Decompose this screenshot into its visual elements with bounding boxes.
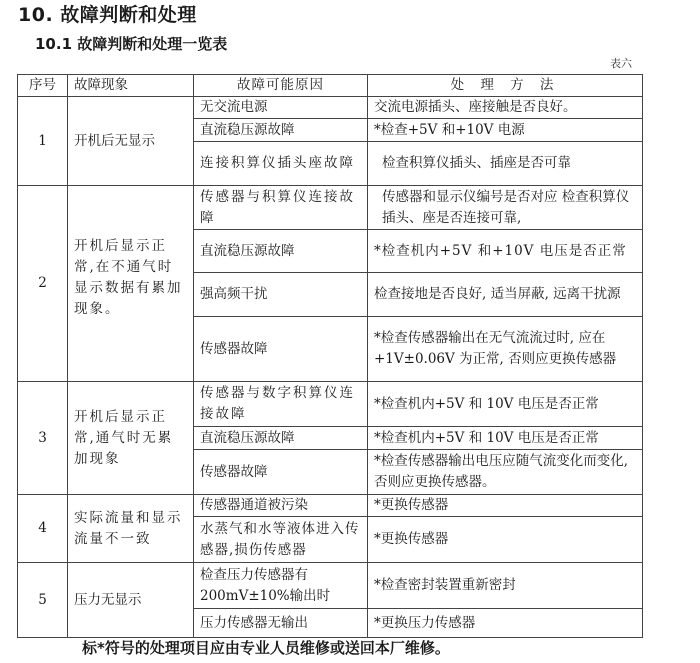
fault-solution: 交流电源插头、座接触是否良好。 [368,97,643,119]
table-caption: 表六 [610,57,632,70]
header-symptom: 故障现象 [68,75,194,97]
fault-cause: 传感器故障 [194,450,368,495]
fault-cause: 传感器通道被污染 [194,495,368,517]
fault-cause: 直流稳压源故障 [194,427,368,450]
row-number: 1 [18,97,68,186]
row-number: 2 [18,186,68,382]
header-cause: 故障可能原因 [194,75,368,97]
fault-symptom: 开机后显示正常,通气时无累加现象 [68,382,194,495]
header-solution: 处 理 方 法 [368,75,643,97]
fault-solution: 检查接地是否良好, 适当屏蔽, 远离干扰源 [368,273,643,317]
fault-cause: 无交流电源 [194,97,368,119]
fault-cause: 直流稳压源故障 [194,119,368,142]
fault-solution: *检查传感器输出电压应随气流变化而变化, 否则应更换传感器。 [368,450,643,495]
fault-cause: 连接积算仪插头座故障 [194,142,368,186]
fault-solution: 传感器和显示仪编号是否对应 检查积算仪插头、座是否连接可靠, [368,186,643,230]
table-header-row [18,75,643,97]
fault-solution: 检查积算仪插头、插座是否可靠 [368,142,643,186]
fault-cause: 传感器与积算仪连接故障 [194,186,368,230]
fault-cause: 强高频干扰 [194,273,368,317]
fault-cause: 传感器故障 [194,317,368,382]
table-row [18,97,643,119]
table-row [18,382,643,427]
fault-solution: *检查机内+5V 和+10V 电压是否正常 [368,230,643,273]
fault-cause: 检查压力传感器有200mV±10%输出时 [194,563,368,609]
fault-cause: 水蒸气和水等液体进入传感器,损伤传感器 [194,517,368,563]
header-no: 序号 [18,75,68,97]
footer-note: 标*符号的处理项目应由专业人员维修或送回本厂维修。 [82,639,450,657]
fault-symptom: 实际流量和显示流量不一致 [68,495,194,563]
fault-cause: 压力传感器无输出 [194,609,368,638]
row-number: 4 [18,495,68,563]
fault-symptom: 开机后显示正常,在不通气时显示数据有累加现象。 [68,186,194,382]
fault-solution: *更换传感器 [368,517,643,563]
subsection-heading: 10.1 故障判断和处理一览表 [35,35,228,53]
row-number: 5 [18,563,68,638]
fault-solution: *更换传感器 [368,495,643,517]
table-row [18,563,643,609]
fault-solution: *检查密封装置重新密封 [368,563,643,609]
fault-cause: 直流稳压源故障 [194,230,368,273]
fault-symptom: 开机后无显示 [68,97,194,186]
table-row [18,186,643,230]
table-row [18,495,643,517]
fault-table [17,74,643,638]
fault-solution: *检查传感器输出在无气流流过时, 应在+1V±0.06V 为正常, 否则应更换传感器 [368,317,643,382]
section-heading: 10. 故障判断和处理 [18,4,197,26]
fault-symptom: 压力无显示 [68,563,194,638]
fault-solution: *检查+5V 和+10V 电源 [368,119,643,142]
fault-solution: *检查机内+5V 和 10V 电压是否正常 [368,427,643,450]
fault-solution: *检查机内+5V 和 10V 电压是否正常 [368,382,643,427]
fault-solution: *更换压力传感器 [368,609,643,638]
row-number: 3 [18,382,68,495]
fault-cause: 传感器与数字积算仪连接故障 [194,382,368,427]
